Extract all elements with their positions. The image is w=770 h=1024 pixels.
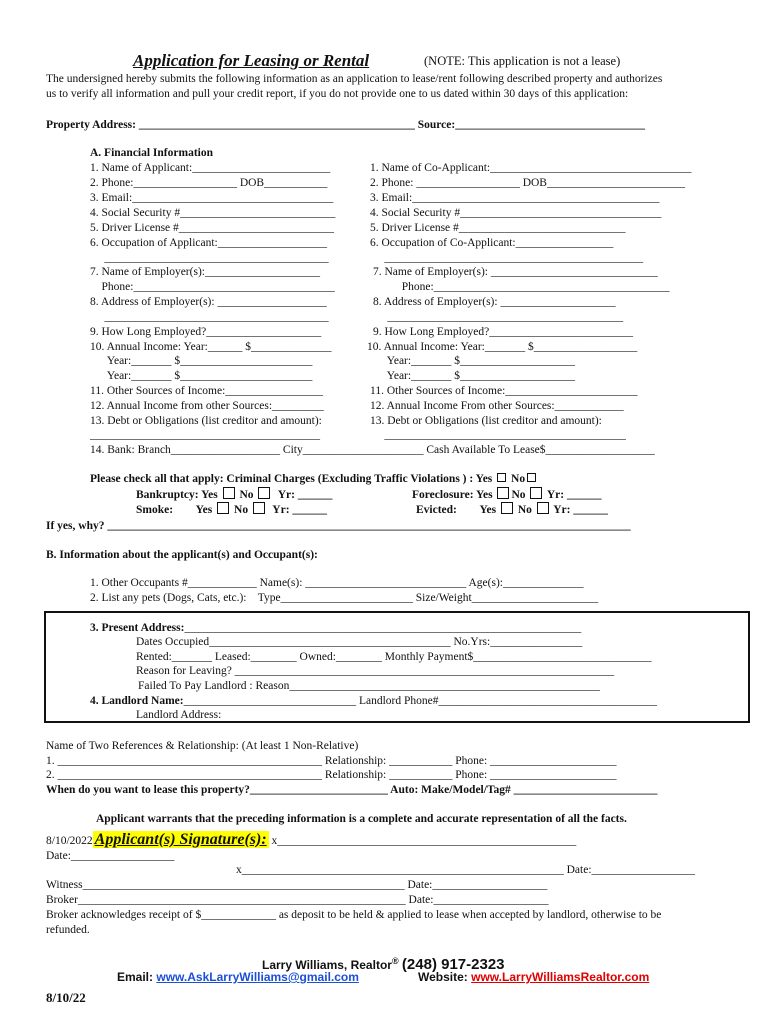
bankruptcy-yes-checkbox[interactable] [223, 487, 235, 499]
signature-row: 8/10/2022 Applicant(s) Signature(s): x____________________________________________________ [46, 831, 577, 848]
applicant-debt-label: 13. Debt or Obligations (list creditor and amount): [90, 415, 322, 427]
applicant-employer-address-line[interactable]: _______________________________________ [90, 311, 329, 323]
page-title: Application for Leasing or Rental [133, 51, 370, 70]
reference-1-field[interactable]: 1. ______________________________________________ Relationship: ___________ Phone: ______________________ [46, 755, 617, 767]
property-address-field[interactable]: Property Address: ________________________________________________ Source:_________________________________ [46, 119, 645, 131]
signature-line[interactable]: x____________________________________________________ [271, 835, 577, 847]
foreclosure-yes-checkbox[interactable] [497, 487, 509, 499]
criminal-yes-checkbox[interactable] [497, 473, 506, 482]
website-line: Website: www.LarryWilliamsRealtor.com [418, 970, 650, 984]
applicant-ssn-field[interactable]: 4. Social Security #___________________________ [90, 207, 336, 219]
warrant-statement: Applicant warrants that the preceding information is a complete and accurate representation of all the facts. [96, 813, 627, 825]
present-address-field[interactable]: 3. Present Address:_____________________________________________________________________ [90, 622, 582, 634]
applicant-other-annual-field[interactable]: 12. Annual Income from other Sources:_________ [90, 400, 324, 412]
coapplicant-name-field[interactable]: 1. Name of Co-Applicant:___________________________________ [370, 162, 692, 174]
bankruptcy-no-checkbox[interactable] [258, 487, 270, 499]
applicant-email-field[interactable]: 3. Email:___________________________________ [90, 192, 334, 204]
lease-date-field[interactable]: When do you want to lease this property?________________________ Auto: Make/Model/Tag# _________________________ [46, 784, 658, 796]
evicted-no-checkbox[interactable] [537, 502, 549, 514]
occupants-heading: B. Information about the applicant(s) and Occupant(s): [46, 549, 318, 561]
coapplicant-income-3-field[interactable]: Year:_______ $____________________ [367, 370, 575, 382]
title-note: (NOTE: This application is not a lease) [424, 54, 621, 68]
coapplicant-license-field[interactable]: 5. Driver License #_____________________________ [370, 222, 626, 234]
evicted-yes-checkbox[interactable] [501, 502, 513, 514]
coapplicant-employed-field[interactable]: 9. How Long Employed?_________________________ [373, 326, 634, 338]
landlord-name-field[interactable]: 4. Landlord Name:______________________________ Landlord Phone#______________________________________ [90, 695, 658, 707]
coapplicant-debt-label: 13. Debt or Obligations (list creditor and amount): [370, 415, 602, 427]
coapplicant-employer-address-field[interactable]: 8. Address of Employer(s): ____________________ [373, 296, 616, 308]
co-signature-field[interactable]: x________________________________________________________ Date:__________________ [236, 864, 696, 876]
applicant-occupation-line[interactable]: _______________________________________ [90, 252, 329, 264]
applicant-license-field[interactable]: 5. Driver License #___________________________ [90, 222, 335, 234]
broker-field[interactable]: Broker_________________________________________________________ Date:____________________ [46, 894, 549, 906]
criminal-check-row: Please check all that apply: Criminal Charges (Excluding Traffic Violations ) : Yes No [90, 472, 538, 486]
other-occupants-field[interactable]: 1. Other Occupants #____________ Name(s): ____________________________ Age(s):______________ [90, 577, 584, 589]
smoke-yes-checkbox[interactable] [217, 502, 229, 514]
coapplicant-debt-line[interactable]: __________________________________________ [370, 429, 626, 441]
coapplicant-occupation-line[interactable]: _____________________________________________ [370, 252, 644, 264]
foreclosure-row: Foreclosure: Yes No Yr: ______ [412, 489, 602, 501]
if-yes-field[interactable]: If yes, why? ___________________________________________________________________________________________ [46, 520, 631, 532]
coapplicant-email-field[interactable]: 3. Email:___________________________________________ [370, 192, 660, 204]
website-link[interactable]: www.LarryWilliamsRealtor.com [471, 970, 650, 984]
applicant-name-field[interactable]: 1. Name of Applicant:________________________ [90, 162, 331, 174]
smoke-row: Smoke: Yes No Yr: ______ [136, 504, 327, 516]
residence-type-field[interactable]: Rented:_______ Leased:________ Owned:________ Monthly Payment$_______________________________ [136, 651, 652, 663]
deposit-line-1[interactable]: Broker acknowledges receipt of $_____________ as deposit to be held & applied to lease when accepted by landlord, otherwise to be [46, 909, 662, 921]
applicant-income-1-field[interactable]: 10. Annual Income: Year:______ $______________ [90, 341, 332, 353]
realtor-line: Larry Williams, Realtor® (248) 917-2323 [262, 956, 505, 973]
intro-line-2: us to verify all information and pull your credit report, if you do not provide one to us dated within 30 days of this application: [46, 88, 629, 100]
bank-field[interactable]: 14. Bank: Branch___________________ City_____________________ Cash Available To Lease$___________________ [90, 444, 655, 456]
applicant-phone-field[interactable]: 2. Phone:__________________ DOB___________ [90, 177, 328, 189]
applicant-income-2-field[interactable]: Year:_______ $_______________________ [90, 355, 313, 367]
signature-label: Applicant(s) Signature(s): [94, 831, 267, 848]
coapplicant-other-income-field[interactable]: 11. Other Sources of Income:_______________________ [370, 385, 638, 397]
bankruptcy-row: Bankruptcy: Yes No Yr: ______ [136, 489, 333, 501]
smoke-no-checkbox[interactable] [253, 502, 265, 514]
applicant-other-income-field[interactable]: 11. Other Sources of Income:_________________ [90, 385, 324, 397]
email-line: Email: www.AskLarryWilliams@gmail.com [117, 970, 359, 984]
coapplicant-employer-phone-field[interactable]: Phone:_________________________________________ [373, 281, 670, 293]
failed-pay-field[interactable]: Failed To Pay Landlord : Reason______________________________________________________ [138, 680, 600, 692]
dates-occupied-field[interactable]: Dates Occupied__________________________________________ No.Yrs:________________ [136, 636, 583, 648]
coapplicant-employer-field[interactable]: 7. Name of Employer(s): _____________________________ [373, 266, 658, 278]
criminal-no-checkbox[interactable] [527, 473, 536, 482]
intro-line-1: The undersigned hereby submits the following information as an application to lease/rent following described property and authorizes [46, 73, 663, 85]
pets-field[interactable]: 2. List any pets (Dogs, Cats, etc.): Type_______________________ Size/Weight______________________ [90, 592, 599, 604]
coapplicant-employer-address-line[interactable]: _________________________________________ [373, 311, 624, 323]
coapplicant-ssn-field[interactable]: 4. Social Security #___________________________________ [370, 207, 662, 219]
evicted-row: Evicted: Yes No Yr: ______ [416, 504, 608, 516]
coapplicant-income-1-field[interactable]: 10. Annual Income: Year:_______ $__________________ [367, 341, 638, 353]
witness-field[interactable]: Witness________________________________________________________ Date:____________________ [46, 879, 548, 891]
coapplicant-phone-field[interactable]: 2. Phone: __________________ DOB________________________ [370, 177, 685, 189]
deposit-line-2: refunded. [46, 924, 90, 936]
applicant-employer-field[interactable]: 7. Name of Employer(s):____________________ [90, 266, 320, 278]
applicant-occupation-field[interactable]: 6. Occupation of Applicant:___________________ [90, 237, 327, 249]
references-heading: Name of Two References & Relationship: (At least 1 Non-Relative) [46, 740, 359, 752]
foreclosure-no-checkbox[interactable] [530, 487, 542, 499]
coapplicant-other-annual-field[interactable]: 12. Annual Income From other Sources:____________ [370, 400, 624, 412]
email-link[interactable]: www.AskLarryWilliams@gmail.com [156, 970, 359, 984]
applicant-debt-line[interactable]: ________________________________________ [90, 429, 320, 441]
footer-date: 8/10/22 [46, 990, 86, 1005]
financial-heading: A. Financial Information [90, 147, 213, 159]
applicant-employed-field[interactable]: 9. How Long Employed?____________________ [90, 326, 322, 338]
coapplicant-occupation-field[interactable]: 6. Occupation of Co-Applicant:_________________ [370, 237, 614, 249]
reason-leaving-field[interactable]: Reason for Leaving? __________________________________________________________________ [136, 665, 615, 677]
realtor-phone: (248) 917-2323 [401, 956, 505, 973]
applicant-employer-phone-field[interactable]: Phone:___________________________________ [90, 281, 335, 293]
reference-2-field[interactable]: 2. ______________________________________________ Relationship: ___________ Phone: ______________________ [46, 769, 617, 781]
landlord-address-label: Landlord Address: [136, 709, 222, 719]
coapplicant-income-2-field[interactable]: Year:_______ $____________________ [367, 355, 575, 367]
applicant-employer-address-field[interactable]: 8. Address of Employer(s): ___________________ [90, 296, 327, 308]
applicant-income-3-field[interactable]: Year:_______ $_______________________ [90, 370, 313, 382]
signature-date-field[interactable]: Date:__________________ [46, 850, 175, 862]
